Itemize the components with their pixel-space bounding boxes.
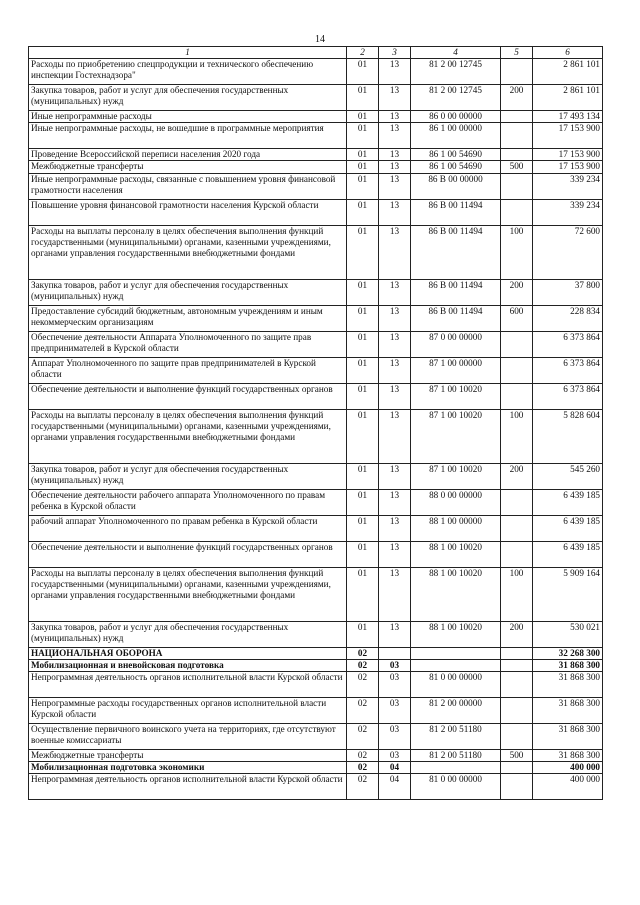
- row-amount: 72 600: [533, 225, 603, 279]
- row-subsection: 13: [379, 225, 411, 279]
- row-amount: 31 868 300: [533, 724, 603, 750]
- row-name: Межбюджетные трансферты: [29, 161, 347, 173]
- row-subsection: 13: [379, 621, 411, 647]
- row-amount: 2 861 101: [533, 85, 603, 111]
- table-row: [29, 774, 603, 800]
- header-col-4: 4: [411, 47, 501, 59]
- row-target-code: 88 1 00 10020: [411, 541, 501, 567]
- row-amount: 17 153 900: [533, 149, 603, 161]
- row-subsection: 13: [379, 161, 411, 173]
- header-col-1: 1: [29, 47, 347, 59]
- row-amount: 31 868 300: [533, 750, 603, 762]
- row-expense-type: [501, 698, 533, 724]
- row-amount: 339 234: [533, 173, 603, 199]
- row-subsection: 03: [379, 750, 411, 762]
- table-row: [29, 647, 603, 659]
- table-row: [29, 149, 603, 161]
- row-target-code: 87 1 00 10020: [411, 409, 501, 463]
- row-target-code: 86 1 00 00000: [411, 123, 501, 149]
- row-section: 02: [347, 750, 379, 762]
- row-section: 01: [347, 199, 379, 225]
- header-col-2: 2: [347, 47, 379, 59]
- row-target-code: [411, 659, 501, 671]
- row-name: Расходы на выплаты персоналу в целях обеспечения выполнения функций государственными (муниципальными) органами, казенными учреждениями, органами управления государственными внебюджетными фондами: [29, 567, 347, 621]
- row-section: 02: [347, 774, 379, 800]
- row-amount: 6 373 864: [533, 331, 603, 357]
- row-section: 01: [347, 305, 379, 331]
- row-amount: 530 021: [533, 621, 603, 647]
- table-row: [29, 331, 603, 357]
- row-expense-type: [501, 111, 533, 123]
- row-expense-type: [501, 541, 533, 567]
- row-subsection: 13: [379, 279, 411, 305]
- table-row: [29, 199, 603, 225]
- table-row: [29, 123, 603, 149]
- row-section: 01: [347, 331, 379, 357]
- row-expense-type: [501, 149, 533, 161]
- row-name: Расходы на выплаты персоналу в целях обеспечения выполнения функций государственными (муниципальными) органами, казенными учреждениями, органами управления государственными внебюджетными фондами: [29, 409, 347, 463]
- table-row: [29, 672, 603, 698]
- row-section: 02: [347, 762, 379, 774]
- row-section: 01: [347, 111, 379, 123]
- row-subsection: 03: [379, 659, 411, 671]
- row-target-code: 81 2 00 00000: [411, 698, 501, 724]
- row-name: Непрограммные расходы государственных органов исполнительной власти Курской области: [29, 698, 347, 724]
- row-subsection: 13: [379, 357, 411, 383]
- row-amount: 17 153 900: [533, 123, 603, 149]
- row-name: Иные непрограммные расходы, связанные с повышением уровня финансовой грамотности населения: [29, 173, 347, 199]
- row-expense-type: [501, 659, 533, 671]
- row-amount: 31 868 300: [533, 698, 603, 724]
- table-body: [29, 59, 603, 800]
- row-target-code: 81 0 00 00000: [411, 774, 501, 800]
- row-expense-type: [501, 762, 533, 774]
- row-target-code: 81 2 00 51180: [411, 724, 501, 750]
- row-target-code: 86 1 00 54690: [411, 149, 501, 161]
- table-row: [29, 541, 603, 567]
- row-name: Обеспечение деятельности рабочего аппарата Уполномоченного по правам ребенка в Курской области: [29, 489, 347, 515]
- row-expense-type: 600: [501, 305, 533, 331]
- row-subsection: 13: [379, 123, 411, 149]
- row-target-code: 87 1 00 10020: [411, 463, 501, 489]
- table-row: [29, 111, 603, 123]
- row-name: Обеспечение деятельности и выполнение функций государственных органов: [29, 541, 347, 567]
- row-amount: 5 828 604: [533, 409, 603, 463]
- row-name: Обеспечение деятельности и выполнение функций государственных органов: [29, 383, 347, 409]
- row-expense-type: [501, 724, 533, 750]
- table-row: [29, 567, 603, 621]
- row-subsection: 03: [379, 698, 411, 724]
- row-section: 01: [347, 149, 379, 161]
- row-name: Непрограммная деятельность органов исполнительной власти Курской области: [29, 672, 347, 698]
- row-target-code: 88 1 00 10020: [411, 621, 501, 647]
- budget-table: [28, 46, 603, 800]
- row-target-code: 86 1 00 54690: [411, 161, 501, 173]
- row-expense-type: 500: [501, 750, 533, 762]
- table-row: [29, 659, 603, 671]
- row-name: Повышение уровня финансовой грамотности населения Курской области: [29, 199, 347, 225]
- row-target-code: 88 0 00 00000: [411, 489, 501, 515]
- row-subsection: 04: [379, 774, 411, 800]
- row-name: НАЦИОНАЛЬНАЯ ОБОРОНА: [29, 647, 347, 659]
- row-subsection: 13: [379, 515, 411, 541]
- table-row: [29, 357, 603, 383]
- row-target-code: 81 2 00 51180: [411, 750, 501, 762]
- row-amount: 6 373 864: [533, 357, 603, 383]
- row-name: Осуществление первичного воинского учета на территориях, где отсутствуют военные комиссариаты: [29, 724, 347, 750]
- row-subsection: 13: [379, 305, 411, 331]
- row-amount: 228 834: [533, 305, 603, 331]
- row-amount: 400 000: [533, 762, 603, 774]
- row-amount: 17 493 134: [533, 111, 603, 123]
- row-target-code: 86 В 00 11494: [411, 305, 501, 331]
- row-subsection: 13: [379, 59, 411, 85]
- row-subsection: 13: [379, 567, 411, 621]
- row-target-code: 87 0 00 00000: [411, 331, 501, 357]
- row-name: рабочий аппарат Уполномоченного по правам ребенка в Курской области: [29, 515, 347, 541]
- row-target-code: 87 1 00 00000: [411, 357, 501, 383]
- row-amount: 6 439 185: [533, 515, 603, 541]
- row-target-code: [411, 762, 501, 774]
- table-row: [29, 621, 603, 647]
- row-name: Иные непрограммные расходы: [29, 111, 347, 123]
- table-row: [29, 698, 603, 724]
- table-row: [29, 463, 603, 489]
- row-target-code: 88 1 00 00000: [411, 515, 501, 541]
- table-row: [29, 173, 603, 199]
- row-section: 01: [347, 85, 379, 111]
- row-target-code: 81 2 00 12745: [411, 85, 501, 111]
- row-name: Расходы на выплаты персоналу в целях обеспечения выполнения функций государственными (муниципальными) органами, казенными учреждениями, органами управления государственными внебюджетными фондами: [29, 225, 347, 279]
- header-col-5: 5: [501, 47, 533, 59]
- table-row: [29, 225, 603, 279]
- row-target-code: 81 2 00 12745: [411, 59, 501, 85]
- row-amount: 400 000: [533, 774, 603, 800]
- row-name: Предоставление субсидий бюджетным, автономным учреждениям и иным некоммерческим организациям: [29, 305, 347, 331]
- row-subsection: 13: [379, 541, 411, 567]
- row-expense-type: [501, 357, 533, 383]
- row-expense-type: 500: [501, 161, 533, 173]
- row-target-code: 86 В 00 00000: [411, 173, 501, 199]
- row-expense-type: 200: [501, 279, 533, 305]
- row-name: Непрограммная деятельность органов исполнительной власти Курской области: [29, 774, 347, 800]
- row-expense-type: 200: [501, 85, 533, 111]
- row-expense-type: [501, 123, 533, 149]
- row-subsection: 04: [379, 762, 411, 774]
- row-amount: 545 260: [533, 463, 603, 489]
- row-expense-type: [501, 199, 533, 225]
- row-section: 01: [347, 59, 379, 85]
- row-target-code: 88 1 00 10020: [411, 567, 501, 621]
- row-expense-type: [501, 489, 533, 515]
- row-amount: 5 909 164: [533, 567, 603, 621]
- row-section: 01: [347, 541, 379, 567]
- row-subsection: 13: [379, 173, 411, 199]
- table-row: [29, 724, 603, 750]
- row-amount: 6 439 185: [533, 541, 603, 567]
- row-section: 01: [347, 567, 379, 621]
- row-expense-type: [501, 383, 533, 409]
- row-name: Мобилизационная и вневойсковая подготовка: [29, 659, 347, 671]
- row-section: 01: [347, 463, 379, 489]
- row-name: Обеспечение деятельности Аппарата Уполномоченного по защите прав предпринимателей в Курской области: [29, 331, 347, 357]
- row-subsection: 13: [379, 489, 411, 515]
- row-section: 02: [347, 659, 379, 671]
- table-header-row: [29, 47, 603, 59]
- row-expense-type: 100: [501, 225, 533, 279]
- row-amount: 339 234: [533, 199, 603, 225]
- row-target-code: 86 В 00 11494: [411, 199, 501, 225]
- row-target-code: 86 В 00 11494: [411, 225, 501, 279]
- table-row: [29, 305, 603, 331]
- row-expense-type: [501, 331, 533, 357]
- row-subsection: 13: [379, 331, 411, 357]
- row-section: 02: [347, 698, 379, 724]
- header-col-6: 6: [533, 47, 603, 59]
- row-name: Закупка товаров, работ и услуг для обеспечения государственных (муниципальных) нужд: [29, 621, 347, 647]
- row-expense-type: [501, 774, 533, 800]
- row-expense-type: [501, 515, 533, 541]
- row-amount: 32 268 300: [533, 647, 603, 659]
- row-name: Мобилизационная подготовка экономики: [29, 762, 347, 774]
- row-amount: 6 439 185: [533, 489, 603, 515]
- row-subsection: 13: [379, 149, 411, 161]
- row-subsection: [379, 647, 411, 659]
- table-row: [29, 161, 603, 173]
- row-section: 01: [347, 123, 379, 149]
- row-subsection: 13: [379, 409, 411, 463]
- row-expense-type: [501, 59, 533, 85]
- page-number: 14: [315, 34, 325, 45]
- row-subsection: 13: [379, 85, 411, 111]
- table-row: [29, 383, 603, 409]
- row-target-code: 81 0 00 00000: [411, 672, 501, 698]
- row-expense-type: 100: [501, 567, 533, 621]
- row-amount: 31 868 300: [533, 672, 603, 698]
- row-name: Проведение Всероссийской переписи населения 2020 года: [29, 149, 347, 161]
- row-name: Закупка товаров, работ и услуг для обеспечения государственных (муниципальных) нужд: [29, 463, 347, 489]
- row-expense-type: 100: [501, 409, 533, 463]
- header-col-3: 3: [379, 47, 411, 59]
- table-row: [29, 409, 603, 463]
- row-section: 01: [347, 409, 379, 463]
- row-expense-type: [501, 672, 533, 698]
- row-section: 01: [347, 621, 379, 647]
- row-subsection: 03: [379, 724, 411, 750]
- row-section: 02: [347, 672, 379, 698]
- table-row: [29, 85, 603, 111]
- row-name: Аппарат Уполномоченного по защите прав предпринимателей в Курской области: [29, 357, 347, 383]
- row-subsection: 13: [379, 199, 411, 225]
- row-target-code: 87 1 00 10020: [411, 383, 501, 409]
- row-expense-type: 200: [501, 463, 533, 489]
- row-expense-type: 200: [501, 621, 533, 647]
- row-name: Иные непрограммные расходы, не вошедшие в программные мероприятия: [29, 123, 347, 149]
- row-target-code: 86 0 00 00000: [411, 111, 501, 123]
- table-row: [29, 279, 603, 305]
- row-section: 01: [347, 383, 379, 409]
- row-subsection: 13: [379, 383, 411, 409]
- row-name: Межбюджетные трансферты: [29, 750, 347, 762]
- table-row: [29, 762, 603, 774]
- row-amount: 2 861 101: [533, 59, 603, 85]
- row-expense-type: [501, 173, 533, 199]
- row-amount: 31 868 300: [533, 659, 603, 671]
- row-subsection: 13: [379, 111, 411, 123]
- row-subsection: 03: [379, 672, 411, 698]
- row-section: 01: [347, 489, 379, 515]
- row-section: 01: [347, 225, 379, 279]
- row-section: 01: [347, 357, 379, 383]
- table-row: [29, 489, 603, 515]
- table-row: [29, 515, 603, 541]
- row-name: Закупка товаров, работ и услуг для обеспечения государственных (муниципальных) нужд: [29, 279, 347, 305]
- row-target-code: [411, 647, 501, 659]
- row-name: Закупка товаров, работ и услуг для обеспечения государственных (муниципальных) нужд: [29, 85, 347, 111]
- row-section: 02: [347, 724, 379, 750]
- row-name: Расходы по приобретению спецпродукции и технического обеспечению инспекции Гостехнадзора": [29, 59, 347, 85]
- row-expense-type: [501, 647, 533, 659]
- row-section: 01: [347, 161, 379, 173]
- row-target-code: 86 В 00 11494: [411, 279, 501, 305]
- row-amount: 37 800: [533, 279, 603, 305]
- row-subsection: 13: [379, 463, 411, 489]
- row-section: 01: [347, 279, 379, 305]
- table-row: [29, 750, 603, 762]
- row-section: 01: [347, 515, 379, 541]
- row-section: 02: [347, 647, 379, 659]
- table-row: [29, 59, 603, 85]
- row-amount: 17 153 900: [533, 161, 603, 173]
- row-amount: 6 373 864: [533, 383, 603, 409]
- row-section: 01: [347, 173, 379, 199]
